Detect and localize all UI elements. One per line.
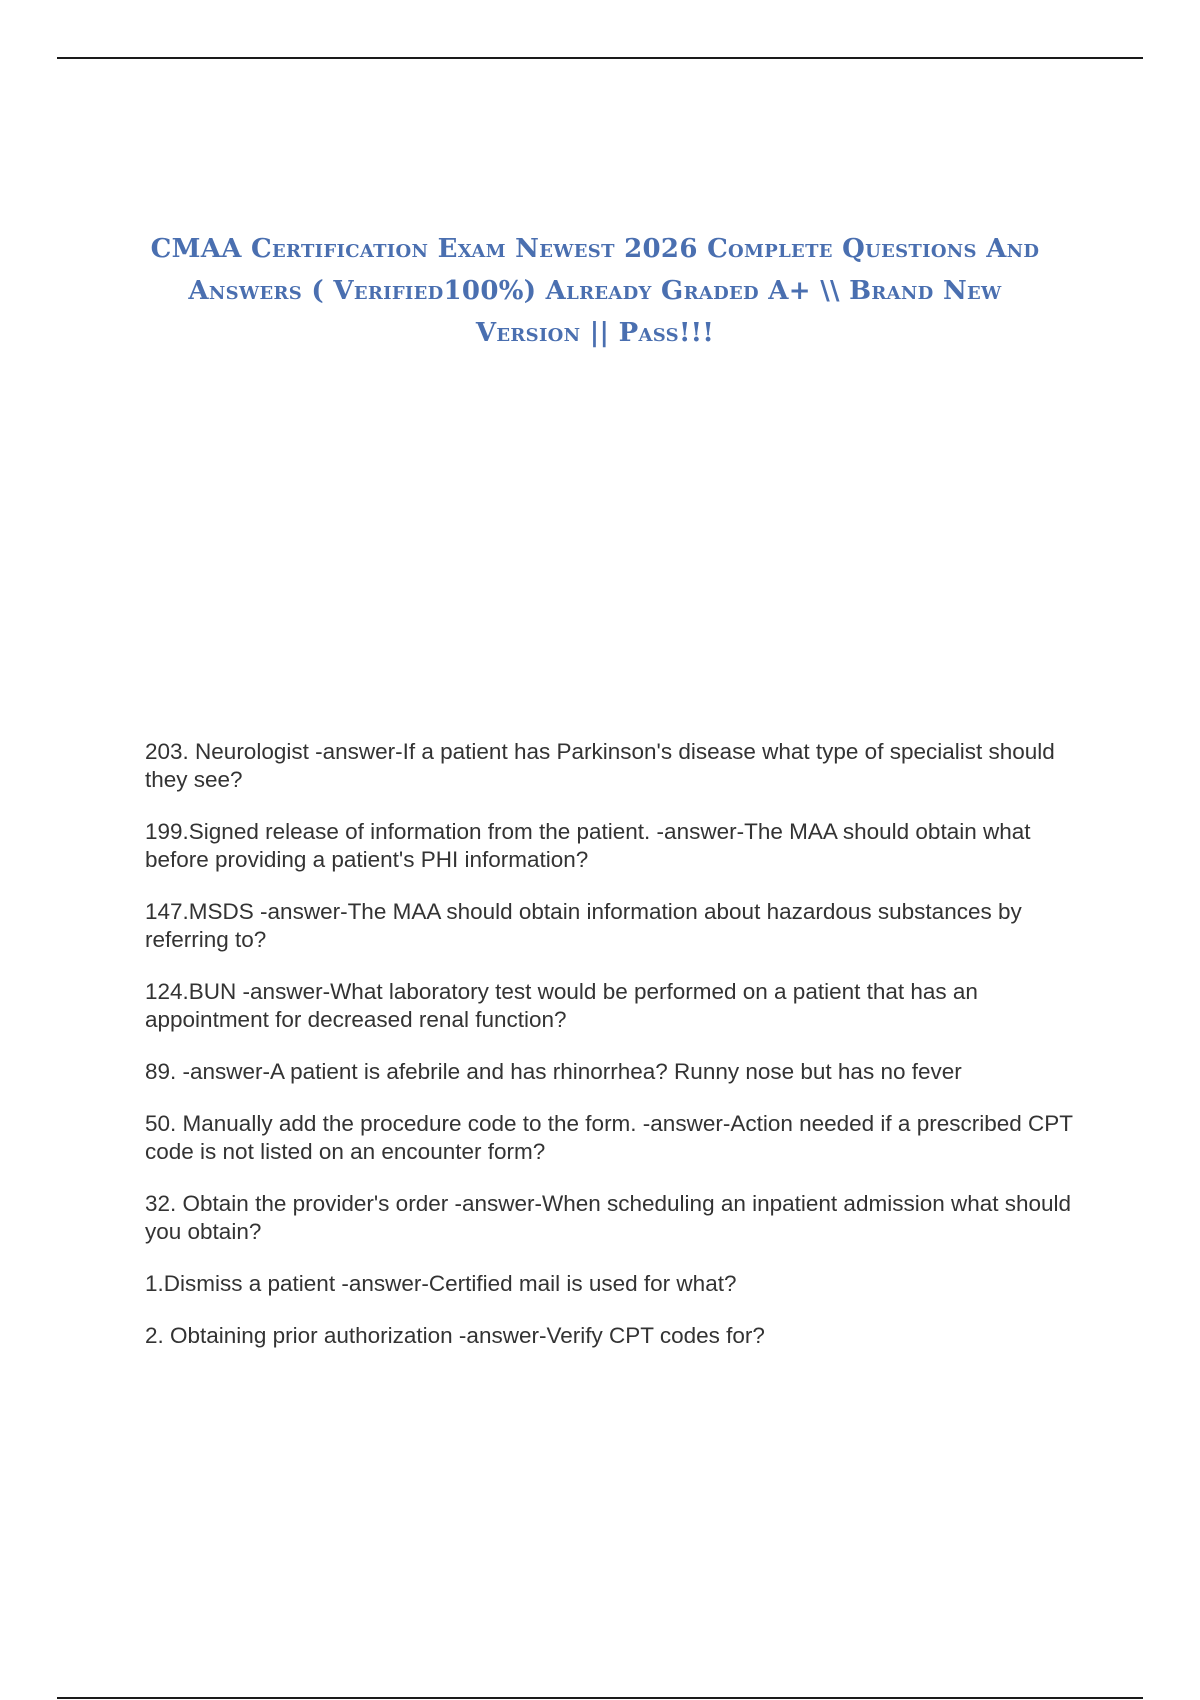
qa-item: 124.BUN -answer-What laboratory test would be performed on a patient that has an appointment for decreased renal function?: [145, 979, 978, 1032]
document-title: CMAA Certification Exam Newest 2026 Complete Questions And Answers ( Verified100%) Already Graded A+ \\ Brand New Version || Pass!!!: [150, 234, 1040, 348]
qa-list: [145, 738, 1095, 1374]
qa-item: 50. Manually add the procedure code to the form. -answer-Action needed if a prescribed CPT code is not listed on an encounter form?: [145, 1111, 1073, 1164]
qa-item: 199.Signed release of information from the patient. -answer-The MAA should obtain what before providing a patient's PHI information?: [145, 819, 1031, 872]
qa-item: 1.Dismiss a patient -answer-Certified mail is used for what?: [145, 1271, 737, 1296]
bottom-rule: [57, 1697, 1143, 1699]
qa-item: 203. Neurologist -answer-If a patient has Parkinson's disease what type of specialist should they see?: [145, 739, 1055, 792]
qa-item: 89. -answer-A patient is afebrile and has rhinorrhea? Runny nose but has no fever: [145, 1059, 962, 1084]
top-rule: [57, 57, 1143, 59]
qa-item: 147.MSDS -answer-The MAA should obtain information about hazardous substances by referring to?: [145, 899, 1022, 952]
qa-item: 2. Obtaining prior authorization -answer-Verify CPT codes for?: [145, 1323, 765, 1348]
qa-item: 32. Obtain the provider's order -answer-When scheduling an inpatient admission what should you obtain?: [145, 1191, 1072, 1244]
